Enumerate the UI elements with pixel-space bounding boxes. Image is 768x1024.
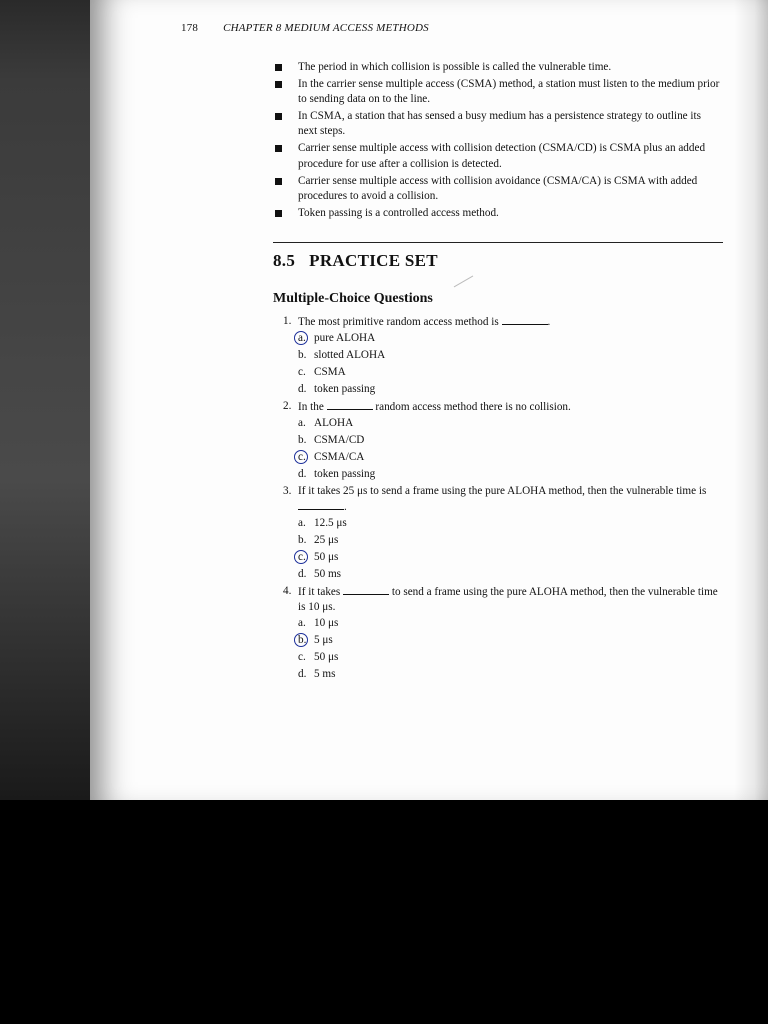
- option-text: pure ALOHA: [314, 332, 376, 344]
- answer-blank: [343, 584, 389, 595]
- answer-option: [298, 415, 723, 432]
- question-text: [298, 483, 723, 515]
- handwritten-circle-mark: [294, 450, 308, 464]
- bullet-text: Carrier sense multiple access with collision avoidance (CSMA/CA) is CSMA with added procedures to avoid a collision.: [298, 174, 698, 202]
- option-letter: d.: [298, 668, 307, 680]
- bullet-text: Token passing is a controlled access method.: [298, 206, 499, 219]
- book-page: [90, 0, 768, 800]
- bullet-square-icon: [275, 145, 282, 152]
- option-text: 10 μs: [314, 617, 339, 629]
- chapter-title: CHAPTER 8 MEDIUM ACCESS METHODS: [223, 22, 429, 34]
- option-text: 5 ms: [314, 668, 336, 680]
- option-letter: b.: [298, 349, 307, 361]
- question-number: 1.: [283, 315, 292, 327]
- option-text: 5 μs: [314, 634, 333, 646]
- handwritten-circle-mark: [294, 550, 308, 564]
- bullet-square-icon: [275, 113, 282, 120]
- answer-option: [298, 532, 723, 549]
- question-text-before: The most primitive random access method is: [298, 316, 499, 328]
- answer-option: [298, 549, 723, 566]
- summary-bullet: [273, 109, 723, 139]
- option-text: slotted ALOHA: [314, 349, 386, 361]
- option-letter: d.: [298, 568, 307, 580]
- summary-bullet-list: [273, 60, 723, 223]
- option-text: 12.5 μs: [314, 517, 347, 529]
- question-stem: [283, 398, 723, 415]
- answer-option: [298, 330, 723, 347]
- option-text: ALOHA: [314, 417, 354, 429]
- option-letter: c.: [298, 451, 306, 463]
- answer-option: [298, 364, 723, 381]
- answer-option: [298, 381, 723, 398]
- running-header: [181, 22, 429, 34]
- bullet-text: In CSMA, a station that has sensed a busy medium has a persistence strategy to outline its next steps.: [298, 110, 701, 138]
- option-letter: a.: [298, 617, 306, 629]
- question-text-before: If it takes: [298, 586, 341, 598]
- summary-bullet: [273, 60, 723, 75]
- question-text: [298, 583, 723, 615]
- section-title: PRACTICE SET: [309, 251, 438, 270]
- option-letter: a.: [298, 417, 306, 429]
- option-letter: c.: [298, 366, 306, 378]
- question-text-before: In the: [298, 401, 324, 413]
- question-stem: [283, 313, 723, 330]
- answer-blank: [327, 399, 373, 410]
- pencil-mark: [454, 276, 481, 300]
- question-text-after: .: [344, 501, 347, 513]
- summary-bullet: [273, 77, 723, 107]
- option-text: CSMA: [314, 366, 346, 378]
- background-surface: [0, 0, 100, 800]
- answer-option: [298, 615, 723, 632]
- question-text-before: If it takes 25 μs to send a frame using the pure ALOHA method, then the vulnerable time is: [298, 485, 707, 497]
- answer-option: [298, 466, 723, 483]
- summary-bullet: [273, 141, 723, 171]
- question-item: [283, 483, 723, 583]
- bullet-text: Carrier sense multiple access with collision detection (CSMA/CD) is CSMA plus an added procedure for use after a collision is detected.: [298, 142, 706, 170]
- bullet-square-icon: [275, 210, 282, 217]
- option-text: 50 μs: [314, 651, 339, 663]
- option-letter: a.: [298, 517, 306, 529]
- answer-blank: [298, 499, 344, 510]
- option-text: 25 μs: [314, 534, 339, 546]
- subsection-heading: Multiple-Choice Questions: [273, 291, 433, 306]
- option-letter: b.: [298, 534, 307, 546]
- bullet-square-icon: [275, 64, 282, 71]
- question-item: [283, 583, 723, 683]
- question-item: [283, 398, 723, 483]
- option-letter: c.: [298, 551, 306, 563]
- section-divider: [273, 242, 723, 243]
- bullet-square-icon: [275, 81, 282, 88]
- option-letter: a.: [298, 332, 306, 344]
- answer-option: [298, 432, 723, 449]
- question-number: 3.: [283, 485, 292, 497]
- answer-option: [298, 649, 723, 666]
- question-stem: [283, 583, 723, 615]
- summary-bullet: [273, 206, 723, 221]
- answer-option: [298, 632, 723, 649]
- answer-blank: [502, 314, 548, 325]
- section-number: 8.5: [273, 251, 296, 270]
- question-text-after: .: [547, 316, 551, 328]
- section-heading: [273, 251, 438, 271]
- summary-bullet: [273, 174, 723, 204]
- option-text: CSMA/CD: [314, 434, 365, 446]
- question-text: [298, 313, 723, 330]
- answer-option: [298, 515, 723, 532]
- option-letter: b.: [298, 634, 307, 646]
- option-text: token passing: [314, 468, 376, 480]
- bullet-text: In the carrier sense multiple access (CSMA) method, a station must listen to the medium prior to sending data on to the line.: [298, 78, 720, 106]
- option-letter: b.: [298, 434, 307, 446]
- answer-option: [298, 347, 723, 364]
- answer-option: [298, 449, 723, 466]
- answer-option: [298, 566, 723, 583]
- option-text: CSMA/CA: [314, 451, 365, 463]
- bullet-square-icon: [275, 178, 282, 185]
- answer-option: [298, 666, 723, 683]
- option-text: 50 μs: [314, 551, 339, 563]
- page-number: 178: [181, 22, 199, 34]
- handwritten-circle-mark: [294, 633, 308, 647]
- option-letter: d.: [298, 468, 307, 480]
- question-item: [283, 313, 723, 398]
- option-text: token passing: [314, 383, 376, 395]
- question-stem: [283, 483, 723, 515]
- question-text: [298, 398, 723, 415]
- question-text-after: to send a frame using the pure ALOHA method, then the vulnerable time is 10 μs.: [298, 586, 718, 613]
- bullet-text: The period in which collision is possible is called the vulnerable time.: [298, 61, 612, 73]
- option-text: 50 ms: [314, 568, 342, 580]
- question-number: 4.: [283, 585, 292, 597]
- option-letter: c.: [298, 651, 306, 663]
- question-text-after: random access method there is no collision.: [375, 401, 571, 413]
- question-number: 2.: [283, 400, 292, 412]
- option-letter: d.: [298, 383, 307, 395]
- question-list: [283, 313, 723, 683]
- handwritten-circle-mark: [294, 331, 308, 345]
